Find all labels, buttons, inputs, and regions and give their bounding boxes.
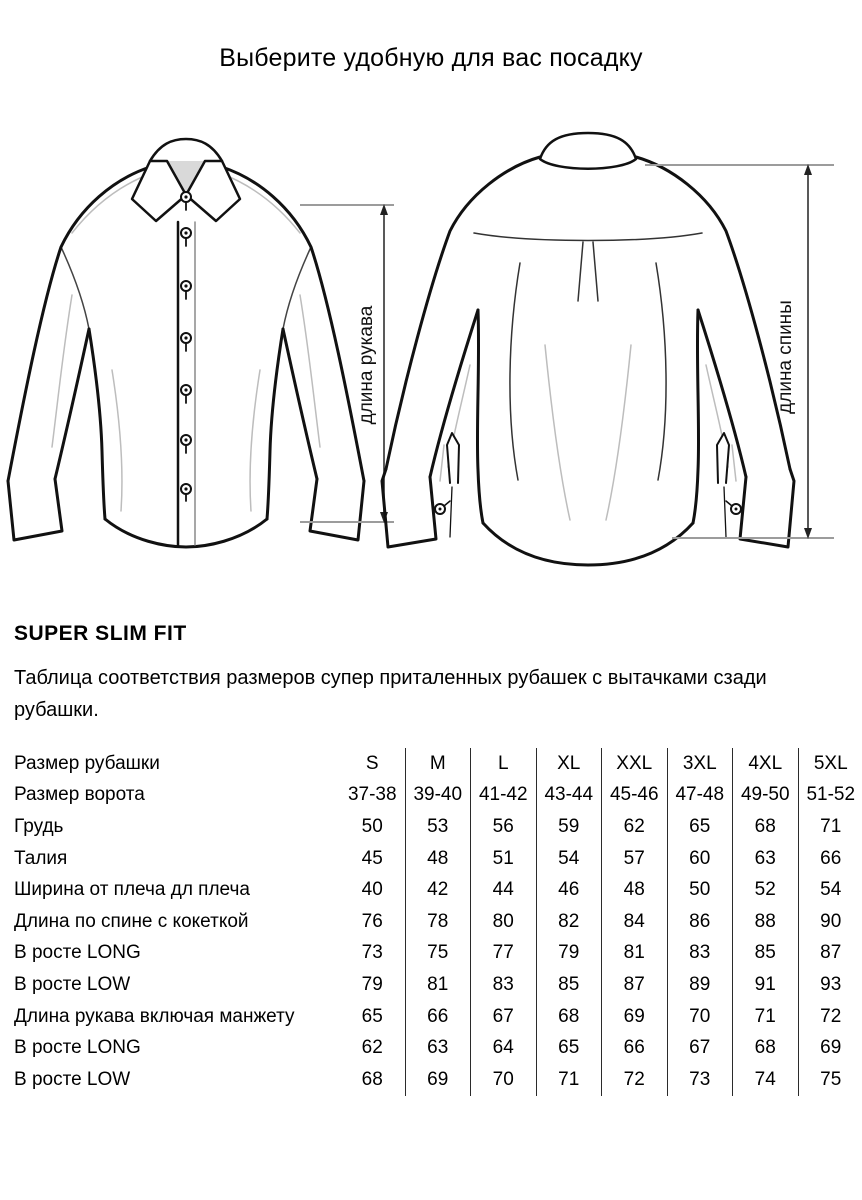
table-row	[14, 969, 862, 1001]
size-value-cell: 71	[536, 1064, 602, 1096]
size-value-cell: 85	[536, 969, 602, 1001]
size-value-cell: 54	[536, 843, 602, 875]
size-value-cell: 66	[602, 1032, 668, 1064]
table-row	[14, 843, 862, 875]
size-value-cell: 79	[536, 938, 602, 970]
size-value-cell: 72	[798, 1001, 862, 1033]
size-value-cell: 60	[667, 843, 733, 875]
size-value-cell: 40	[361, 879, 383, 901]
size-value-cell: 43-44	[536, 780, 602, 812]
size-value-cell: 75	[405, 938, 471, 970]
size-value-cell: 67	[471, 1001, 537, 1033]
size-value-cell: 71	[798, 811, 862, 843]
size-value-cell: 45	[361, 847, 383, 869]
size-value-cell: 89	[667, 969, 733, 1001]
size-value-cell: 69	[602, 1001, 668, 1033]
size-value-cell: 44	[471, 874, 537, 906]
row-label: В росте LOW	[14, 1068, 131, 1090]
back-length-arrow	[645, 164, 834, 539]
size-value-cell: 63	[405, 1032, 471, 1064]
size-value-cell: 77	[471, 938, 537, 970]
size-value-cell: 71	[733, 1001, 799, 1033]
table-row	[14, 938, 862, 970]
row-label: Размер ворота	[14, 784, 145, 806]
size-value-cell: 69	[405, 1064, 471, 1096]
size-value-cell: 47-48	[667, 780, 733, 812]
size-value-cell: 65	[361, 1005, 383, 1027]
size-value-cell: 83	[471, 969, 537, 1001]
size-value-cell: 81	[602, 938, 668, 970]
size-value-cell: 52	[733, 874, 799, 906]
size-value-cell: 49-50	[733, 780, 799, 812]
size-value-cell: 72	[602, 1064, 668, 1096]
sleeve-length-label: длина рукава	[356, 305, 377, 425]
size-value-cell: 51-52	[798, 780, 862, 812]
size-value-cell: 68	[733, 1032, 799, 1064]
size-value-cell: 68	[733, 811, 799, 843]
size-value-cell: 78	[405, 906, 471, 938]
shirt-diagrams	[0, 115, 862, 575]
shirt-front-drawing	[8, 139, 364, 547]
size-value-cell: 59	[536, 811, 602, 843]
size-value-cell: 88	[733, 906, 799, 938]
size-value-cell: 48	[602, 874, 668, 906]
table-row	[14, 780, 862, 812]
table-row	[14, 906, 862, 938]
table-row	[14, 1032, 862, 1064]
row-label: Длина рукава включая манжету	[14, 1005, 295, 1027]
size-value-cell: 82	[536, 906, 602, 938]
size-value-cell: 74	[733, 1064, 799, 1096]
size-value-cell: 45-46	[602, 780, 668, 812]
page-title: Выберите удобную для вас посадку	[219, 44, 643, 72]
size-value-cell: 75	[798, 1064, 862, 1096]
row-label: Ширина от плеча дл плеча	[14, 879, 250, 901]
size-value-cell: 85	[733, 938, 799, 970]
size-value-cell: 57	[602, 843, 668, 875]
size-value-cell: 87	[798, 938, 862, 970]
size-value-cell: 3XL	[667, 748, 733, 780]
row-label: Длина по спине с кокеткой	[14, 910, 249, 932]
table-row	[14, 1064, 862, 1096]
size-value-cell: 53	[405, 811, 471, 843]
size-value-cell: 48	[405, 843, 471, 875]
table-row	[14, 811, 862, 843]
size-value-cell: 86	[667, 906, 733, 938]
size-value-cell: 81	[405, 969, 471, 1001]
row-label: В росте LONG	[14, 942, 141, 964]
size-value-cell: XXL	[602, 748, 668, 780]
size-value-cell: 87	[602, 969, 668, 1001]
fit-name-heading: SUPER SLIM FIT	[14, 622, 187, 645]
table-row	[14, 1001, 862, 1033]
size-value-cell: 62	[602, 811, 668, 843]
size-value-cell: XL	[536, 748, 602, 780]
size-value-cell: 68	[361, 1068, 383, 1090]
size-value-cell: 73	[361, 942, 383, 964]
fit-description: Таблица соответствия размеров супер приталенных рубашек с вытачками сзади рубашки.	[14, 667, 767, 721]
size-value-cell: 5XL	[798, 748, 862, 780]
size-value-cell: 83	[667, 938, 733, 970]
size-value-cell: 66	[798, 843, 862, 875]
size-value-cell: 70	[667, 1001, 733, 1033]
size-value-cell: S	[365, 752, 379, 774]
size-value-cell: 84	[602, 906, 668, 938]
size-value-cell: 67	[667, 1032, 733, 1064]
size-value-cell: 70	[471, 1064, 537, 1096]
size-value-cell: 76	[361, 910, 383, 932]
size-value-cell: 91	[733, 969, 799, 1001]
table-row	[14, 748, 862, 780]
size-table-body	[14, 748, 862, 1096]
size-value-cell: 90	[798, 906, 862, 938]
back-length-label: длина спины	[775, 300, 796, 414]
size-value-cell: 37-38	[347, 784, 397, 806]
size-value-cell: 39-40	[405, 780, 471, 812]
size-value-cell: 50	[361, 815, 383, 837]
size-value-cell: 69	[798, 1032, 862, 1064]
row-label: Талия	[14, 847, 68, 869]
size-value-cell: 65	[536, 1032, 602, 1064]
size-value-cell: 51	[471, 843, 537, 875]
size-value-cell: 62	[361, 1037, 383, 1059]
table-row	[14, 874, 862, 906]
size-value-cell: 42	[405, 874, 471, 906]
size-value-cell: 66	[405, 1001, 471, 1033]
size-value-cell: 63	[733, 843, 799, 875]
size-value-cell: 64	[471, 1032, 537, 1064]
size-value-cell: L	[471, 748, 537, 780]
size-value-cell: 56	[471, 811, 537, 843]
size-value-cell: 46	[536, 874, 602, 906]
size-value-cell: 50	[667, 874, 733, 906]
size-table	[14, 748, 862, 1096]
row-label: В росте LONG	[14, 1037, 141, 1059]
front-buttons	[181, 192, 191, 501]
row-label: Размер рубашки	[14, 752, 160, 774]
size-value-cell: 41-42	[471, 780, 537, 812]
size-value-cell: M	[405, 748, 471, 780]
shirt-technical-drawing	[0, 115, 862, 575]
size-value-cell: 93	[798, 969, 862, 1001]
size-value-cell: 65	[667, 811, 733, 843]
size-value-cell: 68	[536, 1001, 602, 1033]
size-value-cell: 54	[798, 874, 862, 906]
size-value-cell: 73	[667, 1064, 733, 1096]
size-value-cell: 4XL	[733, 748, 799, 780]
row-label: Грудь	[14, 815, 64, 837]
size-value-cell: 80	[471, 906, 537, 938]
row-label: В росте LOW	[14, 973, 131, 995]
size-value-cell: 79	[361, 973, 383, 995]
shirt-back-drawing	[382, 133, 794, 565]
